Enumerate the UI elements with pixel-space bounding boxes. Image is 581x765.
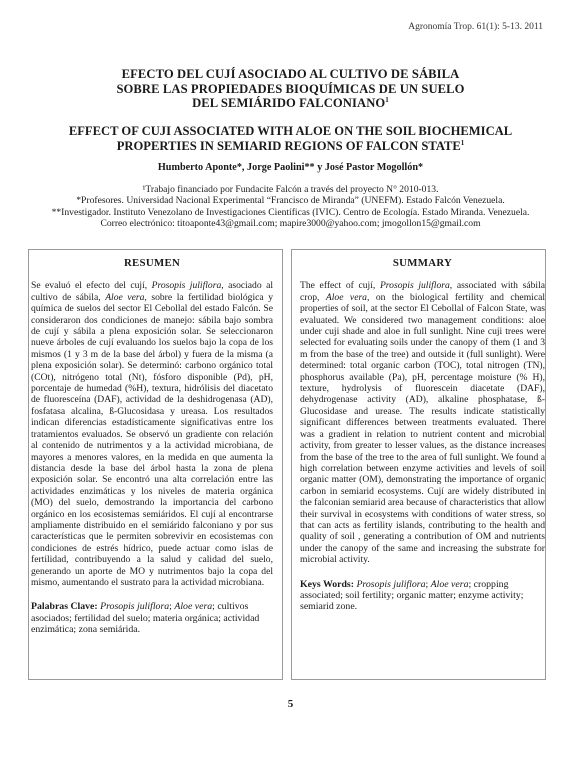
resumen-kw-species: Prosopis juliflora xyxy=(100,601,170,613)
summary-kw-aloe: Aloe vera xyxy=(430,578,469,590)
resumen-aloe-name: Aloe vera xyxy=(105,291,145,303)
resumen-text-2: , asociado al cultivo de sábila, xyxy=(31,280,273,303)
summary-kw-rest: ; cropping associated; soil fertility; organic matter; enzyme activity; semiarid zone. xyxy=(300,578,524,613)
title-es-line-3-text: DEL SEMIÁRIDO FALCONIANO xyxy=(192,96,386,111)
title-es-line-2: SOBRE LAS PROPIEDADES BIOQUÍMICAS DE UN SUELO xyxy=(116,81,465,96)
resumen-keywords xyxy=(31,601,273,635)
summary-kw-sep: ; xyxy=(425,578,431,590)
resumen-section xyxy=(31,258,273,636)
resumen-species-name: Prosopis juliflora xyxy=(151,280,222,292)
summary-text-1: The effect of cují, xyxy=(300,280,380,292)
affiliation-researcher: **Investigador. Instituto Venezolano de Investigaciones Científicas (IVIC). Centro de Ecología. Estado Miranda. Venezuela. xyxy=(51,206,530,218)
affiliations xyxy=(0,184,581,229)
resumen-keywords-label: Palabras Clave: xyxy=(31,601,98,613)
funding-note: ¹Trabajo financiado por Fundacite Falcón a través del proyecto N° 2010-013. xyxy=(142,184,439,195)
author-list: Humberto Aponte*, Jorge Paolini** y José Pastor Mogollón* xyxy=(157,162,424,173)
title-spanish xyxy=(40,67,541,111)
summary-text-2: , associated with sábila crop, xyxy=(300,280,545,303)
journal-reference: Agronomía Trop. 61(1): 5-13. 2011 xyxy=(408,22,543,32)
affiliation-professors: *Profesores. Universidad Nacional Experimental “Francisco de Miranda” (UNEFM). Estado Falcón Venezuela. xyxy=(76,195,505,207)
summary-text-3: , on the biological fertility and chemical properties of soil, at the sector El Cebollal of Falcon State, was evaluated. We considered two management conditions: aloe under cuji shade and aloe in full sunlight. Nine cuji trees were selected for evaluating soils under the canopy of them (1 and 3 m from the base of the tree) and outside it (full sunlight). Were determined: total organic carbon (TOC), total nitrogen (TN), phosphorus available (Pa), pH, percentage moisture (% H), texture, hydrolysis of fluorescein diacetate (DAF), dehydrogenase activity (AD), alkaline phosphatase, ß-Glucosidase and urease. The results indicate statistically significant differences between treatments evaluated. There was a gradient in relation to nutrient content and microbial activity, from greater to lesser values, as the distance increases from the base of the tree to the area of full sunlight. We found a high correlation between enzyme activities and levels of soil organic matter (OM), demonstrating the importance of organic carbon in semiarid ecosystems. Cují are widely distributed in the falconian semiarid area because of characteristics that allow their survival in ecosystems with conditions of water stress, so that can acts as fertility islands, contributing to the health and quality of soil , generating a contribution of OM and nutrients under the canopy of the same and increasing the substrate for microbial activity. xyxy=(300,291,546,566)
page-number: 5 xyxy=(287,698,294,710)
resumen-text-3: , sobre la fertilidad biológica y química de suelos del sector El Cebollal del estado Falcón. Se consideraron dos condiciones de manejo: sábila bajo sombra de cují y sábila a plena exposición solar. Se seleccionaron nueve árboles de cují evaluando los suelos bajo la copa de los mismos (1 y 3 m de la base del árbol) y fuera de la misma (a plena exposición solar). Se determinó: carbono orgánico total (COt), nitrógeno total (Nt), fósforo disponible (Pd), pH, porcentaje de humedad (%H), textura, hidrólisis del diacetato de fluoresceína (DAF), actividad de la deshidrogenasa (AD), fosfatasa alcalina, ß-Glucosidasa y ureasa. Los resultados indican diferencias estadísticamente significativas entre los tratamientos evaluados. Se observó un gradiente con relación al contenido de nutrimentos y a la actividad microbiana, de mayores a menores valores, en la medida en que aumenta la distancia desde la base del árbol hasta la zona de plena exposición solar. Se encontró una alta correlación entre las actividades enzimáticas y los niveles de materia orgánica (MO) del suelo, demostrando la importancia del carbono orgánico en los ecosistemas semiáridos. El cují al encontrarse ampliamente distribuido en el semiárido falconiano y por sus características que le permiten sobrevivir en ecosistemas con condiciones de estrés hídrico, puede actuar como islas de fertilidad, contribuyendo a la salud y calidad del suelo, generando un aporte de MO y nutrimentos bajo la copa del mismo, aumentando el sustrato para la actividad microbiana. xyxy=(31,291,273,588)
title-en-footnote-mark: 1 xyxy=(460,138,465,147)
summary-heading: SUMMARY xyxy=(392,257,453,269)
resumen-kw-rest: ; cultivos asociados; fertilidad del suelo; materia orgánica; actividad enzimática; zona semiárida. xyxy=(31,601,260,636)
resumen-body xyxy=(31,280,273,588)
title-english xyxy=(30,124,551,153)
title-es-line-3 xyxy=(40,96,541,111)
resumen-kw-sep: ; xyxy=(169,601,175,613)
summary-kw-species: Prosopis juliflora xyxy=(356,578,426,590)
summary-body xyxy=(300,280,545,565)
title-es-footnote-mark: 1 xyxy=(385,96,389,105)
resumen-text-1: Se evaluó el efecto del cují, xyxy=(31,280,152,292)
summary-species-name: Prosopis juliflora xyxy=(379,280,450,292)
summary-keywords xyxy=(300,579,545,613)
summary-keywords-label: Keys Words: xyxy=(300,578,354,590)
title-es-line-1: EFECTO DEL CUJÍ ASOCIADO AL CULTIVO DE SÁBILA xyxy=(121,67,460,81)
title-en-line-1: EFFECT OF CUJI ASSOCIATED WITH ALOE ON THE SOIL BIOCHEMICAL xyxy=(68,124,513,138)
resumen-heading: RESUMEN xyxy=(123,257,181,269)
contact-emails: Correo electrónico: titoaponte43@gmail.com; mapire3000@yahoo.com; jmogollon15@gmail.com xyxy=(100,217,481,229)
summary-section xyxy=(300,258,545,613)
title-en-line-2 xyxy=(30,139,551,154)
title-en-line-2-text: PROPERTIES IN SEMIARID REGIONS OF FALCON STATE xyxy=(116,138,461,153)
summary-aloe-name: Aloe vera xyxy=(325,291,367,303)
resumen-kw-aloe: Aloe vera xyxy=(174,601,213,613)
